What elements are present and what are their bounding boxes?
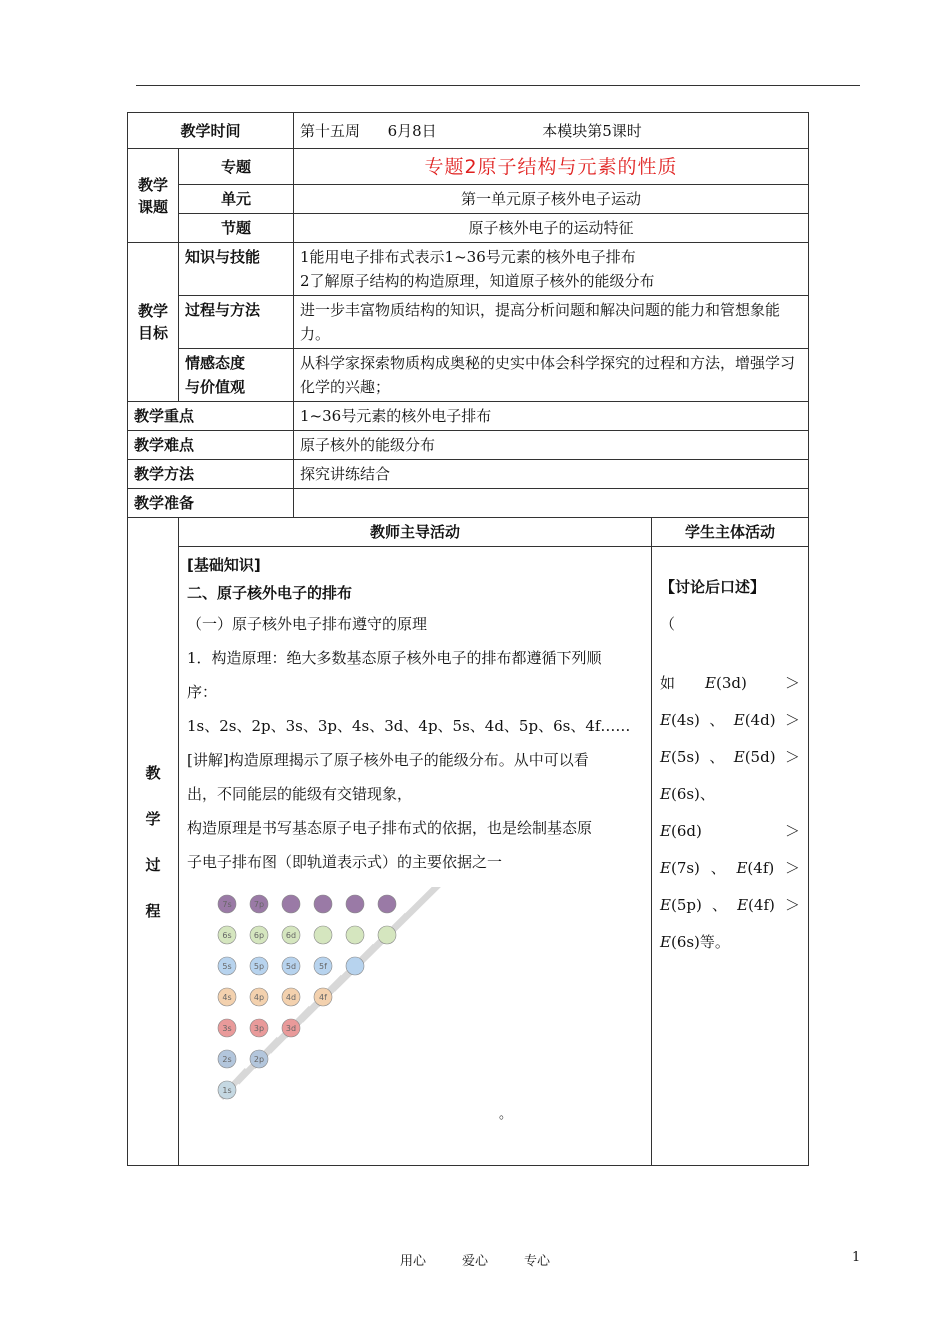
orbital-label: 6d: [285, 931, 297, 940]
orbital-label: 3d: [285, 1024, 297, 1033]
unit-value: 第一单元原子核外电子运动: [294, 185, 809, 214]
orbital-order-diagram: [217, 887, 477, 1117]
orbital-circle: [282, 895, 300, 913]
topic-group-label: 教学课题: [128, 149, 179, 243]
week: 第十五周: [300, 121, 361, 140]
orbital-circle: [314, 895, 332, 913]
difficulty-value: 原子核外的能级分布: [294, 431, 809, 460]
process-label: 教 学 过 程: [128, 518, 179, 1166]
orbital-label: 6p: [253, 931, 265, 940]
orbital-label: 3s: [222, 1024, 232, 1033]
orbital-label: 2p: [253, 1055, 265, 1064]
orbital-label: 7s: [222, 900, 232, 909]
knowledge-value: 1能用电子排布式表示1~36号元素的核外电子排布 2了解原子结构的构造原理，知道原子核外的能级分布: [294, 243, 809, 296]
preparation-value: [294, 489, 809, 518]
section-value: 原子核外电子的运动特征: [294, 214, 809, 243]
lesson-plan-table: [127, 112, 809, 1166]
knowledge-label: 知识与技能: [179, 243, 294, 296]
top-rule: [136, 85, 860, 86]
orbital-label: 5s: [222, 962, 232, 971]
orbital-label: 2s: [222, 1055, 232, 1064]
orbital-label: 7p: [253, 900, 265, 909]
preparation-label: 教学准备: [128, 489, 294, 518]
section-label: 节题: [179, 214, 294, 243]
orbital-label: 5p: [253, 962, 265, 971]
goals-group-label: 教学目标: [128, 243, 179, 402]
key-point-label: 教学重点: [128, 402, 294, 431]
orbital-label: 6s: [222, 931, 232, 940]
orbital-circle: [314, 926, 332, 944]
orbital-label: 3p: [253, 1024, 265, 1033]
attitude-label: 情感态度 与价值观: [179, 349, 294, 402]
teacher-activity-header: 教师主导活动: [179, 518, 652, 547]
time-label: 教学时间: [128, 113, 294, 149]
time-value: [294, 113, 809, 149]
process-method-label: 过程与方法: [179, 296, 294, 349]
orbital-circle: [346, 957, 364, 975]
orbital-label: 4d: [285, 993, 297, 1002]
orbital-label: 1s: [222, 1086, 232, 1095]
teacher-activity: [基础知识] 二、原子核外电子的排布 （一）原子核外电子排布遵守的原理 1．构造原理：绝大多数基态原子核外电子的排布都遵循下列顺 序： 1s、2s、2p、3s、3p、4s、3d、4p、5s、4d、5p、6s、4f…… [讲解]构造原理揭示了原子核外电子的能级分布。从中可以看 出，不同能层的能级有交错现象， 构造原理是书写基态原子电子排布式的依据，也是绘制基态原 子电子排布图（即轨道表示式）的主要依据之一 7s 7p 6s 6p 6d 5s 5p 5d 5f 4s 4p 4d 4f 3s 3p 3d 2s 2p 1s 。: [179, 547, 652, 1166]
orbital-label: 4s: [222, 993, 232, 1002]
orbital-label: 4p: [253, 993, 265, 1002]
lesson-number: 本模块第5课时: [542, 121, 642, 140]
orbital-label: 5f: [319, 962, 327, 971]
process-method-value: 进一步丰富物质结构的知识，提高分析问题和解决问题的能力和管想象能力。: [294, 296, 809, 349]
key-point-value: 1~36号元素的核外电子排布: [294, 402, 809, 431]
difficulty-label: 教学难点: [128, 431, 294, 460]
aufbau-figure: 7s 7p 6s 6p 6d 5s 5p 5d 5f 4s 4p 4d 4f 3s 3p 3d 2s 2p 1s 。: [187, 879, 643, 1129]
orbital-circle: [346, 926, 364, 944]
orbital-circle: [346, 895, 364, 913]
student-activity-header: 学生主体活动: [652, 518, 809, 547]
orbital-label: 4f: [319, 993, 327, 1002]
date: 6月8日: [387, 121, 437, 140]
method-value: 探究讲练结合: [294, 460, 809, 489]
topic-label: 专题: [179, 149, 294, 185]
page-number: 1: [852, 1250, 861, 1265]
orbital-label: 5d: [285, 962, 297, 971]
orbital-circle: [378, 926, 396, 944]
orbital-circle: [378, 895, 396, 913]
footer-motto: 用心 爱心 专心: [400, 1254, 551, 1269]
attitude-value: 从科学家探索物质构成奥秘的史实中体会科学探究的过程和方法，增强学习化学的兴趣；: [294, 349, 809, 402]
unit-label: 单元: [179, 185, 294, 214]
method-label: 教学方法: [128, 460, 294, 489]
topic-value: 专题2原子结构与元素的性质: [294, 149, 809, 185]
student-activity: 【讨论后口述】 （ 如 E(3d) ＞ E(4s) 、 E(4d) ＞ E(5s) 、 E(5d) ＞ E(6s)、 E(6d) ＞ E(7s) 、 E(4f) ＞ E(5p) 、 E(4f) ＞ E(6s)等。: [652, 547, 809, 1166]
